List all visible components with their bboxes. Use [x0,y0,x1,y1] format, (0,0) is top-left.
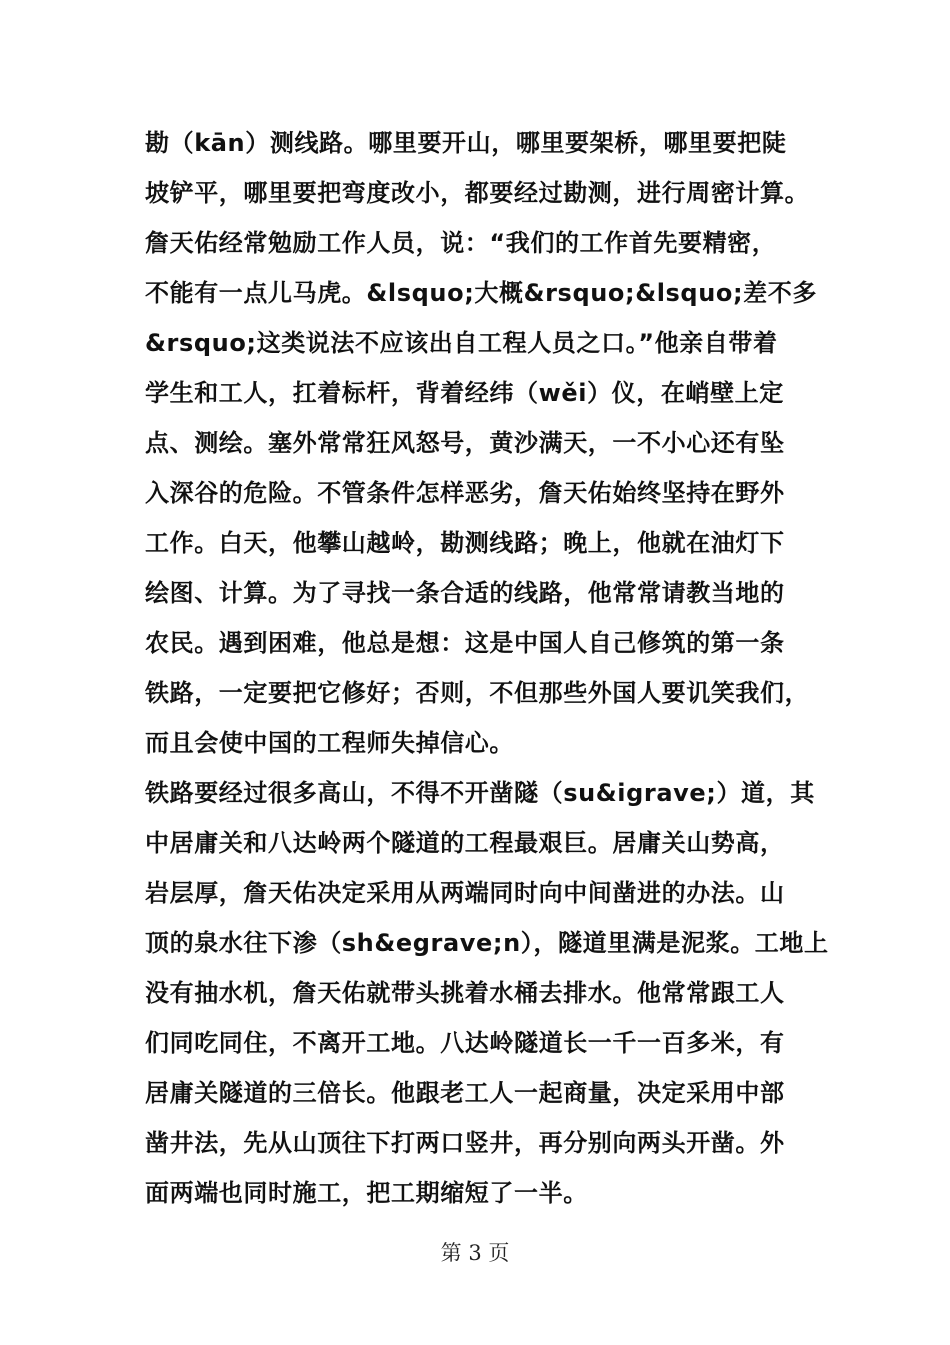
text-line: 而且会使中国的工程师失掉信心。 [145,729,514,757]
text-line: 工作。白天，他攀山越岭，勘测线路；晚上，他就在油灯下 [145,529,785,557]
text-line: 入深谷的危险。不管条件怎样恶劣，詹天佑始终坚持在野外 [145,479,785,507]
text-line: 铁路要经过很多高山，不得不开凿隧（su&igrave;）道，其 [145,779,815,807]
text-line: 铁路，一定要把它修好；否则，不但那些外国人要讥笑我们， [145,679,810,707]
text-line: 绘图、计算。为了寻找一条合适的线路，他常常请教当地的 [145,579,785,607]
text-line: 凿井法，先从山顶往下打两口竖井，再分别向两头开凿。外 [145,1129,785,1157]
text-line: 面两端也同时施工，把工期缩短了一半。 [145,1179,588,1207]
text-line: 岩层厚，詹天佑决定采用从两端同时向中间凿进的办法。山 [145,879,785,907]
text-line: 顶的泉水往下渗（sh&egrave;n），隧道里满是泥浆。工地上 [145,929,829,957]
page-number: 第 3 页 [440,1241,510,1265]
text-line: 不能有一点儿马虎。&lsquo;大概&rsquo;&lsquo;差不多 [145,279,817,307]
body-text [145,118,829,1218]
text-line: 勘（kān）测线路。哪里要开山，哪里要架桥，哪里要把陡 [145,129,787,157]
text-line: 们同吃同住，不离开工地。八达岭隧道长一千一百多米，有 [145,1029,785,1057]
text-line: 没有抽水机，詹天佑就带头挑着水桶去排水。他常常跟工人 [145,979,785,1007]
text-line: 居庸关隧道的三倍长。他跟老工人一起商量，决定采用中部 [145,1079,785,1107]
text-line: 点、测绘。塞外常常狂风怒号，黄沙满天，一不小心还有坠 [145,429,785,457]
text-line: 学生和工人，扛着标杆，背着经纬（wěi）仪，在峭壁上定 [145,379,784,407]
text-line: 坡铲平，哪里要把弯度改小，都要经过勘测，进行周密计算。 [145,179,810,207]
text-line: &rsquo;这类说法不应该出自工程人员之口。”他亲自带着 [145,329,778,357]
text-line: 中居庸关和八达岭两个隧道的工程最艰巨。居庸关山势高， [145,829,785,857]
text-line: 詹天佑经常勉励工作人员，说：“我们的工作首先要精密， [145,229,777,257]
text-line: 农民。遇到困难，他总是想：这是中国人自己修筑的第一条 [145,629,785,657]
